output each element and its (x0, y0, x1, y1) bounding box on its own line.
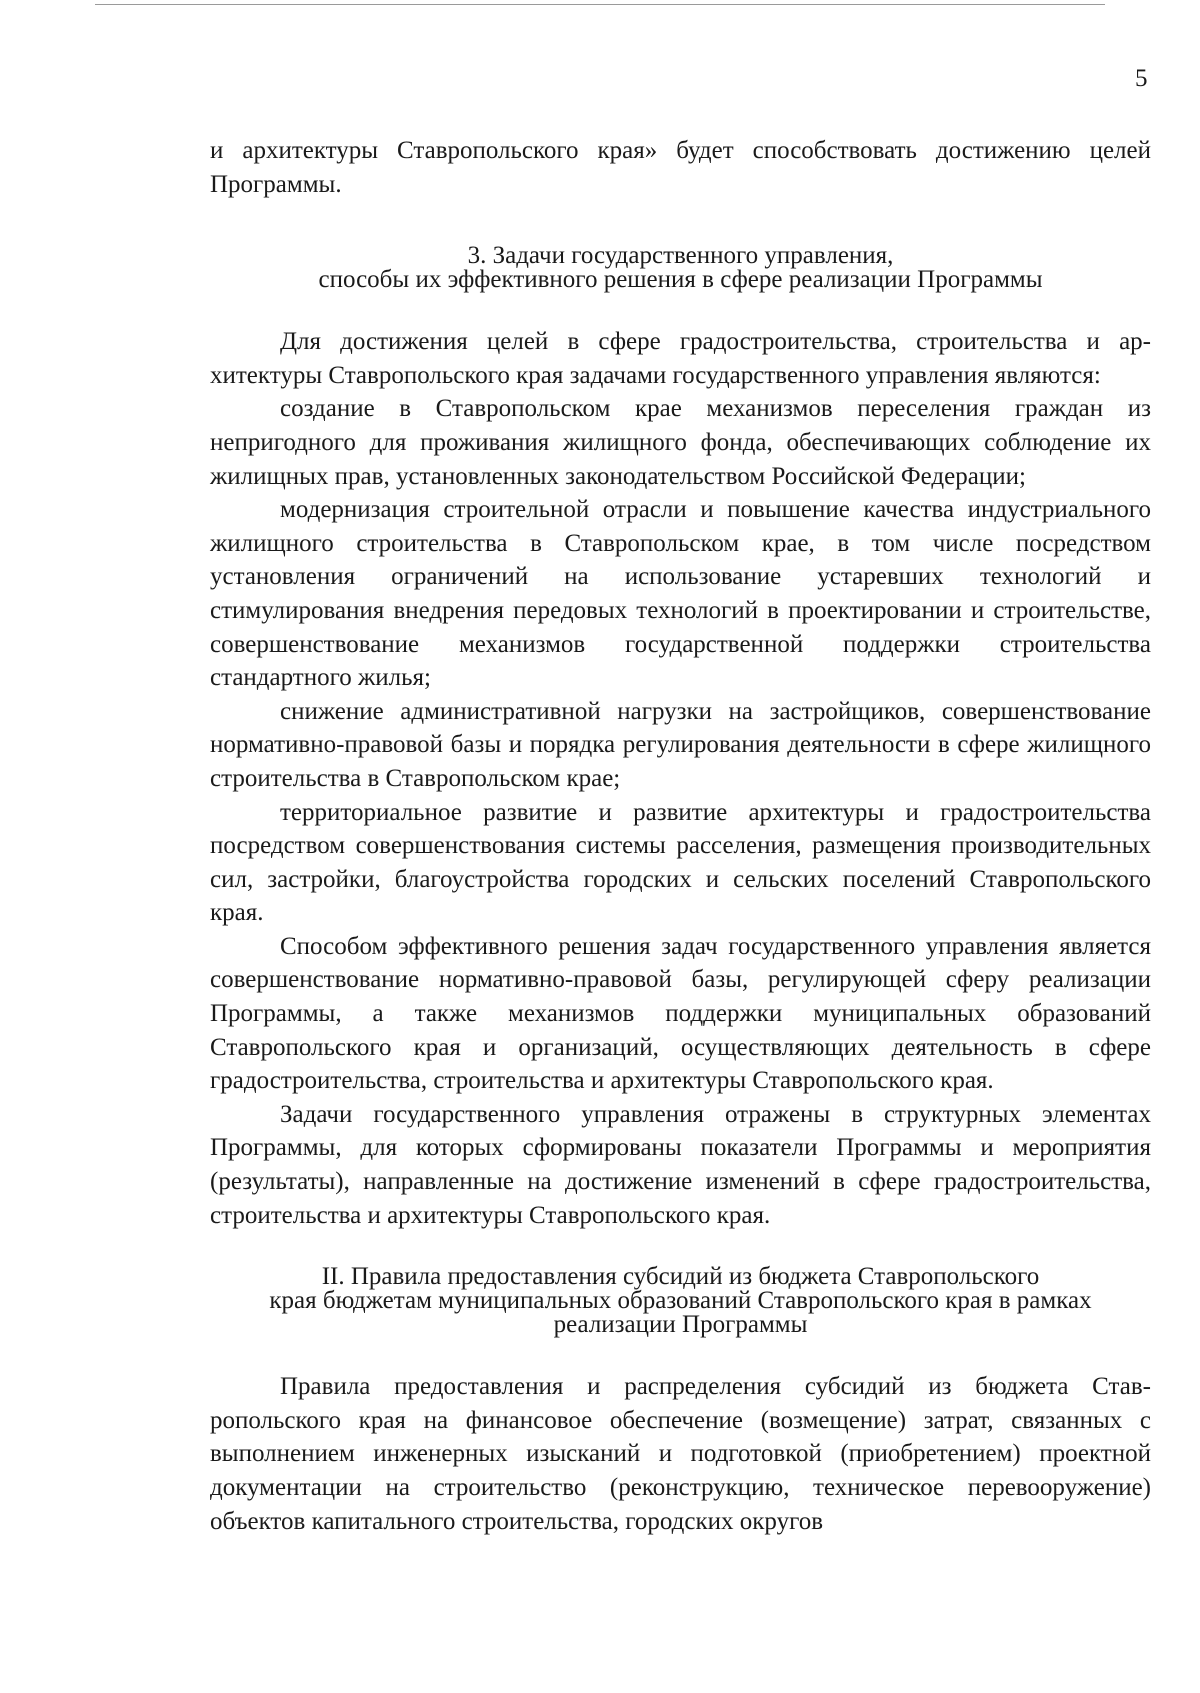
section-II-heading-line-2: края бюджетам муниципальных образований Ставропольского края в рамках (269, 1287, 1092, 1315)
section-II-heading-line-3: реализации Программы (553, 1311, 808, 1339)
section-3-paragraph: территориальное развитие и развитие архитектуры и градостроительства посредством совершенствования системы расселения, размещения производительных сил, застройки, благоустройства городских и сельских поселений Ставропольского края. (210, 798, 1151, 927)
section-3-heading-line-2: способы их эффективного решения в сфере реализации Программы (318, 266, 1043, 294)
page-top-edge (95, 4, 1105, 5)
section-3-heading-line-1: 3. Задачи государственного управления, (467, 242, 894, 270)
section-II-heading-line-1: II. Правила предоставления субсидий из бюджета Ставропольского (321, 1263, 1040, 1291)
section-3-paragraph: Задачи государственного управления отражены в структурных элементах Программы, для которых сформированы показатели Программы и мероприятия (результаты), направленные на достижение изменений в сфере градостроительства, строительства и архитектуры Ставропольского края. (210, 1100, 1151, 1229)
page-number: 5 (1135, 65, 1148, 92)
document-body (210, 134, 1151, 1538)
section-II-heading (200, 1265, 1161, 1337)
section-II-paragraph: Правила предоставления и распределения субсидий из бюджета Ставропольского края на финансовое обеспечение (возмещение) затрат, связанных с выполнением инженерных изысканий и подготовкой (приобретением) проектной документации на строительство (реконструкцию, техническое перевооружение) объектов капитального строительства, городских округов (210, 1373, 1151, 1535)
section-3-paragraph: Способом эффективного решения задач государственного управления является совершенствование нормативно-правовой базы, регулирующей сферу реализации Программы, а также механизмов поддержки муниципальных образований Ставропольского края и организаций, осуществляющих деятельность в сфере градостроительства, строительства и архитектуры Ставропольского края. (210, 932, 1151, 1095)
section-3-paragraph: модернизация строительной отрасли и повышение качества индустриального жилищного строительства в Ставропольском крае, в том числе посредством установления ограничений на использование устаревших технологий и стимулирования внедрения передовых технологий в проектировании и строительстве, совершенствование механизмов государственной поддержки строительства стандартного жилья; (210, 496, 1151, 692)
section-3-paragraph: Для достижения целей в сфере градостроительства, строительства и архитектуры Ставропольского края задачами государственного управления являются: (210, 328, 1151, 389)
section-3-heading (200, 244, 1161, 292)
intro-paragraph: и архитектуры Ставропольского края» будет способствовать достижению целей Программы. (210, 137, 1151, 198)
section-3-paragraph: создание в Ставропольском крае механизмов переселения граждан из непригодного для проживания жилищного фонда, обеспечивающих соблюдение их жилищных прав, установленных законодательством Российской Федерации; (210, 395, 1151, 490)
section-3-paragraph: снижение административной нагрузки на застройщиков, совершенствование нормативно-правовой базы и порядка регулирования деятельности в сфере жилищного строительства в Ставропольском крае; (210, 697, 1151, 792)
